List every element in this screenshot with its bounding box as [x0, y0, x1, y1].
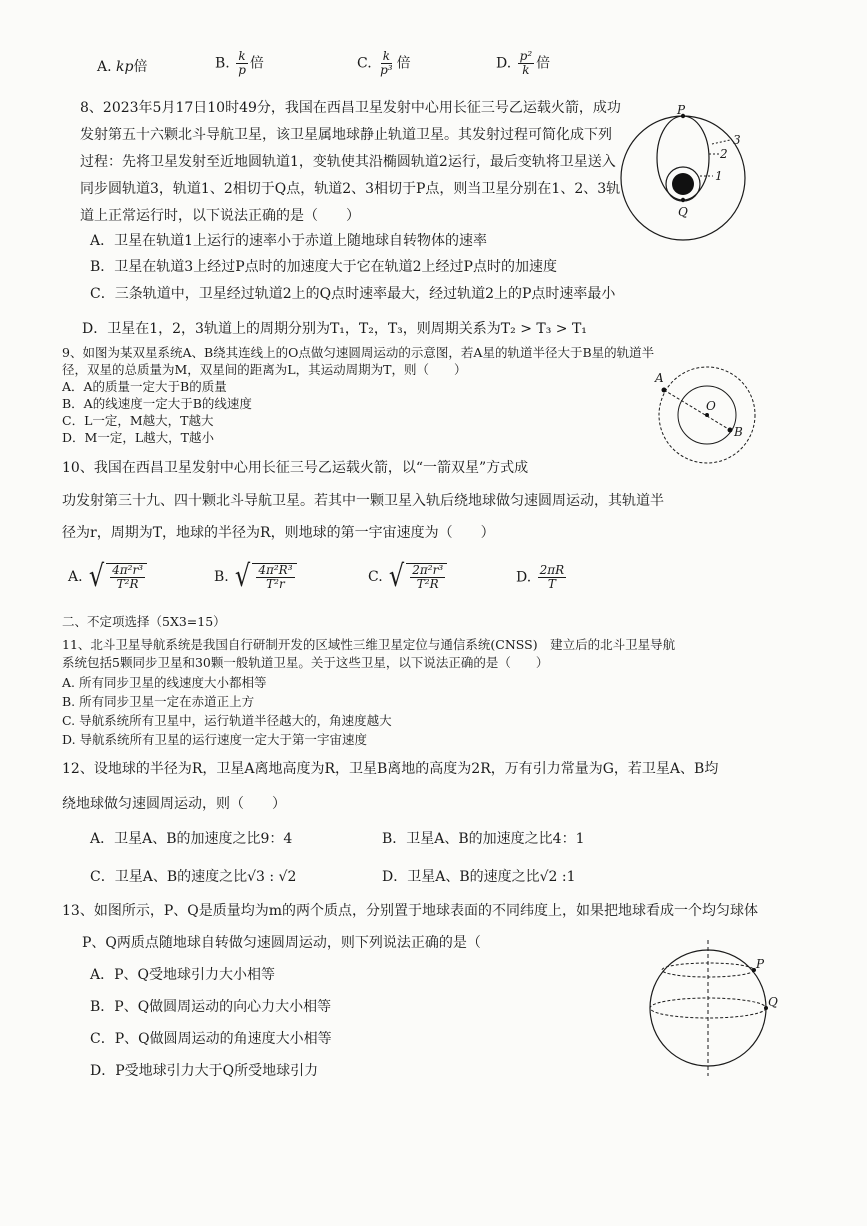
label-3: 3 [733, 133, 741, 147]
q8-stem-line: 道上正常运行时，以下说法正确的是（ ） [80, 208, 360, 224]
q13-option-b: B．P、Q做圆周运动的向心力大小相等 [90, 999, 332, 1015]
equator-circle [650, 998, 766, 1018]
sqrt-sign: √ $\frac{\text{4π²r³}}{\text{T²R}}$ [87, 562, 147, 592]
q8-option-b: B．卫星在轨道3上经过P点时的加速度大于它在轨道2上经过P点时的加速度 [90, 259, 557, 275]
q10-stem-line: 径为r，周期为T，地球的半径为R，则地球的第一宇宙速度为（ ） [62, 525, 495, 541]
earth-icon [672, 173, 694, 195]
q11-option-b: B. 所有同步卫星一定在赤道正上方 [62, 694, 255, 709]
sqrt-sign: √ $\frac{\text{2π²r³}}{\text{T²R}}$ [387, 562, 447, 592]
q9-option-c: C．L一定，M越大，T越大 [62, 413, 214, 428]
label-2: 2 [720, 147, 728, 161]
q8-orbit-diagram [620, 103, 770, 260]
q10-option-d: D. $\frac{2\pi R}{T}$ [516, 563, 565, 591]
q7-option-c: C. $\frac{k}{\text{p³}}$ 倍 [357, 49, 411, 77]
q13-option-d: D．P受地球引力大于Q所受地球引力 [90, 1063, 319, 1079]
q7-option-d: D. $\frac{\text{p²}}{k}$ 倍 [496, 49, 551, 77]
q12-option-b: B．卫星A、B的加速度之比4：1 [382, 831, 585, 847]
label-q: Q [678, 205, 688, 219]
q9-stem-line: 9、如图为某双星系统A、B绕其连线上的O点做匀速圆周运动的示意图，若A星的轨道半径大于B星的轨道半 [62, 345, 655, 360]
q12-stem-line: 12、设地球的半径为R，卫星A离地高度为R，卫星B离地的高度为2R，万有引力常量为G，若卫星A、B均 [62, 761, 719, 777]
q9-binary-star-diagram [650, 370, 760, 470]
q8-stem-line: 同步圆轨道3，轨道1、2相切于Q点，轨道2、3相切于P点，则当卫星分别在1、2、3轨 [80, 181, 621, 197]
q12-option-c: C．卫星A、B的速度之比√3 : √2 [90, 869, 297, 885]
q13-option-c: C．P、Q做圆周运动的角速度大小相等 [90, 1031, 332, 1047]
q9-option-a: A．A的质量一定大于B的质量 [62, 379, 227, 394]
q10-stem-line: 功发射第三十九、四十颗北斗导航卫星。若其中一颗卫星入轨后绕地球做匀速圆周运动，其轨道半 [62, 493, 664, 509]
q7-option-b: B. $\frac{k}{p}$ 倍 [215, 49, 264, 77]
q12-stem-line: 绕地球做匀速圆周运动，则（ ） [62, 796, 286, 812]
q8-option-d: D．卫星在1，2，3轨道上的周期分别为T₁，T₂，T₃，则周期关系为T₂ > T₃ > T₁ [82, 321, 587, 337]
q10-stem-line: 10、我国在西昌卫星发射中心用长征三号乙运载火箭，以“一箭双星”方式成 [62, 460, 529, 476]
q11-option-a: A. 所有同步卫星的线速度大小都相等 [62, 675, 267, 690]
q8-stem-line: 过程：先将卫星发射至近地圆轨道1，变轨使其沿椭圆轨道2运行，最后变轨将卫星送入 [80, 154, 616, 170]
fraction: $\frac{\text{p²}}{k}$ [519, 49, 533, 77]
q13-option-a: A．P、Q受地球引力大小相等 [90, 967, 276, 983]
q13-stem-line: P、Q两质点随地球自转做匀速圆周运动，则下列说法正确的是（ [82, 935, 481, 951]
q13-stem-line: 13、如图所示，P、Q是质量均为m的两个质点，分别置于地球表面的不同纬度上，如果把地球看成一个均匀球体 [62, 903, 758, 919]
q12-option-d: D．卫星A、B的速度之比√2 :1 [382, 869, 576, 885]
label-o: O [706, 399, 716, 413]
label-q: Q [768, 995, 778, 1009]
label-1: 1 [715, 169, 723, 183]
q10-option-b: B. √ $\frac{\text{4π²R³}}{\text{T²r}}$ [214, 562, 297, 592]
fraction: $\frac{k}{\text{p³}}$ [380, 49, 393, 77]
q13-earth-diagram [645, 938, 778, 1078]
q8-stem-line: 发射第五十六颗北斗导航卫星，该卫星属地球静止轨道卫星。其发射过程可简化成下列 [80, 127, 612, 143]
q10-option-a: A. √ $\frac{\text{4π²r³}}{\text{T²R}}$ [68, 562, 147, 592]
label-p: P [677, 103, 686, 117]
q9-option-d: D．M一定，L越大，T越小 [62, 430, 214, 445]
center-o-dot [705, 413, 709, 417]
star-a-dot [662, 388, 667, 393]
label-p: P [756, 957, 765, 971]
q10-option-c: C. √ $\frac{\text{2π²r³}}{\text{T²R}}$ [368, 562, 447, 592]
star-b-dot [728, 428, 733, 433]
q8-option-a: A．卫星在轨道1上运行的速率小于赤道上随地球自转物体的速率 [90, 233, 488, 249]
fraction: $\frac{k}{p}$ [238, 49, 246, 77]
label-a: A [655, 371, 664, 385]
q11-stem-line: 11、北斗卫星导航系统是我国自行研制开发的区域性三维卫星定位与通信系统(CNSS) 建立后的北斗卫星导航 [62, 637, 676, 652]
q11-stem-line: 系统包括5颗同步卫星和30颗一般轨道卫星。关于这些卫星，以下说法正确的是（ ） [62, 655, 549, 670]
q8-option-c: C．三条轨道中，卫星经过轨道2上的Q点时速率最大，经过轨道2上的P点时速率最小 [90, 286, 616, 302]
label-b: B [734, 425, 743, 439]
q12-option-a: A．卫星A、B的加速度之比9：4 [90, 831, 293, 847]
point-q-dot [681, 198, 685, 202]
sqrt-sign: √ $\frac{\text{4π²R³}}{\text{T²r}}$ [233, 562, 296, 592]
q9-option-b: B．A的线速度一定大于B的线速度 [62, 396, 252, 411]
q11-option-c: C. 导航系统所有卫星中，运行轨道半径越大的，角速度越大 [62, 713, 392, 728]
q9-stem-line: 径，双星的总质量为M，双星间的距离为L，其运动周期为T，则（ ） [62, 362, 467, 377]
q8-stem-line: 8、2023年5月17日10时49分，我国在西昌卫星发射中心用长征三号乙运载火箭，成功 [80, 100, 621, 116]
q7-option-a: A. kp倍 [97, 59, 148, 75]
q11-option-d: D. 导航系统所有卫星的运行速度一定大于第一宇宙速度 [62, 732, 368, 747]
section-title: 二、不定项选择（5X3=15） [62, 614, 226, 629]
